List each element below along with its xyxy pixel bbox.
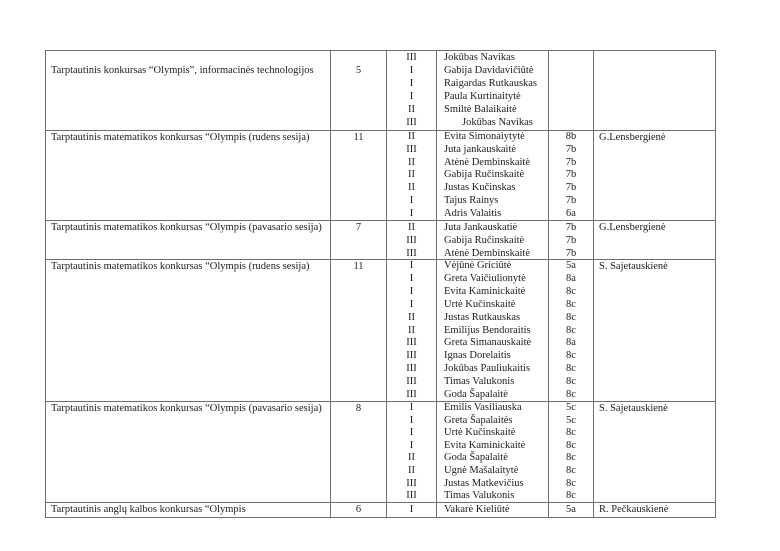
student-name-cell xyxy=(437,402,549,503)
competition-name: Tarptautinis konkursas “Olympis”, informacinės technologijos xyxy=(51,65,314,76)
place-value: III xyxy=(406,235,417,246)
teacher-cell xyxy=(594,51,716,131)
participant-count: 7 xyxy=(355,222,362,233)
student-name-cell xyxy=(437,260,549,402)
place-value: II xyxy=(408,156,415,168)
student-name: Justas Matkevičius xyxy=(444,477,524,489)
participant-count: 11 xyxy=(353,261,364,272)
place-value: II xyxy=(408,464,415,476)
class-value: 8c xyxy=(566,376,576,388)
place-value: I xyxy=(409,439,414,451)
student-name: Smiltė Balaikaitė xyxy=(444,104,517,115)
place-value: III xyxy=(406,376,417,388)
class-value: 8c xyxy=(566,464,576,476)
student-name: Evita Kaminickaitė xyxy=(444,285,526,297)
student-name: Emilijus Bendoraitis xyxy=(444,324,531,336)
class-value: 7b xyxy=(565,143,577,155)
class-value: 8c xyxy=(566,324,576,336)
teacher-cell xyxy=(594,503,716,518)
student-name: Vakarė Kieliūtė xyxy=(444,504,510,515)
participant-count: 5 xyxy=(355,65,362,76)
class-cell xyxy=(549,131,594,221)
competition-cell xyxy=(46,402,331,503)
participant-count: 8 xyxy=(355,403,362,414)
student-name: Jokūbas Navikas xyxy=(462,117,533,128)
place-value: III xyxy=(406,477,417,489)
place-value: I xyxy=(409,298,414,310)
place-value: II xyxy=(408,452,415,464)
class-cell xyxy=(549,402,594,503)
place-value: III xyxy=(406,490,417,502)
place-value: III xyxy=(406,52,417,63)
student-name: Paula Kurtinaitytė xyxy=(444,91,521,102)
place-value: I xyxy=(409,91,414,102)
student-name: Greta Šapalaitės xyxy=(444,414,513,426)
table-row xyxy=(46,402,716,503)
place-value: I xyxy=(409,504,414,515)
place-cell xyxy=(387,51,437,131)
student-name: Gabija Ručinskaitė xyxy=(444,169,525,181)
class-cell xyxy=(549,260,594,402)
student-name-cell xyxy=(437,131,549,221)
class-cell xyxy=(549,221,594,260)
participant-count-cell xyxy=(331,131,387,221)
student-name: Ignas Dorelaitis xyxy=(444,350,511,362)
class-value: 8c xyxy=(566,298,576,310)
class-value: 7b xyxy=(565,169,577,181)
student-name: Greta Simanauskaitė xyxy=(444,337,532,349)
student-name: Justas Kučinskas xyxy=(444,182,516,194)
class-value: 8c xyxy=(566,285,576,297)
class-value: 7b xyxy=(565,182,577,194)
class-value: 5c xyxy=(566,402,576,413)
student-name: Greta Vaičiulionytė xyxy=(444,272,526,284)
place-value: I xyxy=(409,414,414,426)
place-value: III xyxy=(406,117,417,128)
class-value: 8c xyxy=(566,363,576,375)
competition-cell xyxy=(46,260,331,402)
place-value: II xyxy=(408,222,415,233)
place-value: I xyxy=(409,207,414,219)
student-name-cell xyxy=(437,51,549,131)
teacher-name: S. Sajetauskienė xyxy=(599,261,668,272)
table-row xyxy=(46,221,716,260)
competition-name: Tarptautinis matematikos konkursas “Olympis (pavasario sesija) xyxy=(51,222,322,233)
class-value: 8c xyxy=(566,490,576,502)
competition-cell xyxy=(46,51,331,131)
class-value: 6a xyxy=(566,207,576,219)
teacher-name: R. Pečkauskienė xyxy=(599,504,669,515)
student-name: Timas Valukonis xyxy=(444,490,515,502)
place-value: III xyxy=(406,350,417,362)
student-name: Evita Kaminickaitė xyxy=(444,439,526,451)
place-value: I xyxy=(409,285,414,297)
student-name: Adris Valaitis xyxy=(444,207,502,219)
table-row xyxy=(46,131,716,221)
place-value: III xyxy=(406,337,417,349)
place-value: I xyxy=(409,427,414,439)
class-value: 8c xyxy=(566,477,576,489)
place-value: III xyxy=(406,248,417,259)
participant-count-cell xyxy=(331,402,387,503)
class-value: 7b xyxy=(565,156,577,168)
participant-count-cell xyxy=(331,221,387,260)
student-name: Emilis Vasiliauska xyxy=(444,402,522,413)
place-cell xyxy=(387,503,437,518)
competition-name: Tarptautinis matematikos konkursas “Olympis (rudens sesija) xyxy=(51,132,310,143)
student-name: Justas Rutkauskas xyxy=(444,311,521,323)
student-name-cell xyxy=(437,221,549,260)
place-value: I xyxy=(409,260,414,271)
student-name: Timas Valukonis xyxy=(444,376,515,388)
place-cell xyxy=(387,131,437,221)
class-value: 7b xyxy=(565,235,577,246)
teacher-name: G.Lensbergienė xyxy=(599,132,666,143)
class-value: 5c xyxy=(566,414,576,426)
student-name: Raigardas Rutkauskas xyxy=(444,78,538,89)
participant-count-cell xyxy=(331,260,387,402)
student-name: Urtė Kučinskaitė xyxy=(444,298,516,310)
table-row xyxy=(46,503,716,518)
teacher-name: G.Lensbergienė xyxy=(599,222,666,233)
teacher-cell xyxy=(594,221,716,260)
class-value: 8c xyxy=(566,350,576,362)
class-value: 5a xyxy=(566,504,576,515)
class-value: 7b xyxy=(565,248,577,259)
student-name: Tajus Rainys xyxy=(444,194,499,206)
place-value: I xyxy=(409,78,414,89)
student-name: Evita Simonaiytytė xyxy=(444,131,525,142)
place-value: III xyxy=(406,363,417,375)
place-value: I xyxy=(409,65,414,76)
student-name: Gabija Ručinskaitė xyxy=(444,235,525,246)
table-row xyxy=(46,51,716,131)
participant-count-cell xyxy=(331,503,387,518)
class-value: 8a xyxy=(566,337,576,349)
class-value: 8c xyxy=(566,389,576,401)
participant-count-cell xyxy=(331,51,387,131)
class-value: 7b xyxy=(565,194,577,206)
student-name: Jokūbas Navikas xyxy=(444,52,515,63)
student-name: Goda Šapalaitė xyxy=(444,389,508,401)
class-value: 7b xyxy=(565,222,577,233)
place-value: II xyxy=(408,182,415,194)
student-name: Gabija Davidavičiūtė xyxy=(444,65,534,76)
competition-name: Tarptautinis matematikos konkursas “Olympis (rudens sesija) xyxy=(51,261,310,272)
student-name: Atėnė Dembinskaitė xyxy=(444,248,531,259)
student-name: Goda Šapalaitė xyxy=(444,452,508,464)
place-value: II xyxy=(408,311,415,323)
class-value: 8c xyxy=(566,311,576,323)
student-name: Atėnė Dembinskaitė xyxy=(444,156,531,168)
place-value: I xyxy=(409,194,414,206)
teacher-cell xyxy=(594,131,716,221)
student-name: Urtė Kučinskaitė xyxy=(444,427,516,439)
teacher-cell xyxy=(594,260,716,402)
class-value: 8c xyxy=(566,427,576,439)
results-table xyxy=(45,50,716,518)
competition-name: Tarptautinis matematikos konkursas “Olympis (pavasario sesija) xyxy=(51,403,322,414)
class-value: 8c xyxy=(566,452,576,464)
student-name: Vėjūnė Griciūtė xyxy=(444,260,512,271)
place-value: II xyxy=(408,169,415,181)
class-cell xyxy=(549,51,594,131)
participant-count: 11 xyxy=(353,132,364,143)
teacher-cell xyxy=(594,402,716,503)
class-value: 8c xyxy=(566,439,576,451)
competition-cell xyxy=(46,221,331,260)
place-value: III xyxy=(406,389,417,401)
class-cell xyxy=(549,503,594,518)
student-name: Ugnė Mašalaitytė xyxy=(444,464,519,476)
competition-cell xyxy=(46,131,331,221)
place-cell xyxy=(387,221,437,260)
place-value: I xyxy=(409,402,414,413)
place-value: II xyxy=(408,131,415,142)
competition-cell xyxy=(46,503,331,518)
place-value: II xyxy=(408,324,415,336)
student-name-cell xyxy=(437,503,549,518)
teacher-name: S. Sajetauskienė xyxy=(599,403,668,414)
place-value: I xyxy=(409,272,414,284)
class-value: 8b xyxy=(565,131,577,142)
class-value: 5a xyxy=(566,260,576,271)
competition-name: Tarptautinis anglų kalbos konkursas “Olympis xyxy=(51,504,246,515)
student-name: Juta Jankauskatiė xyxy=(444,222,518,233)
place-cell xyxy=(387,402,437,503)
class-value: 8a xyxy=(566,272,576,284)
participant-count: 6 xyxy=(355,504,362,515)
student-name: Jokūbas Pauliukaitis xyxy=(444,363,531,375)
table-row xyxy=(46,260,716,402)
place-value: III xyxy=(406,143,417,155)
student-name: Juta jankauskaitė xyxy=(444,143,517,155)
place-cell xyxy=(387,260,437,402)
place-value: II xyxy=(408,104,415,115)
